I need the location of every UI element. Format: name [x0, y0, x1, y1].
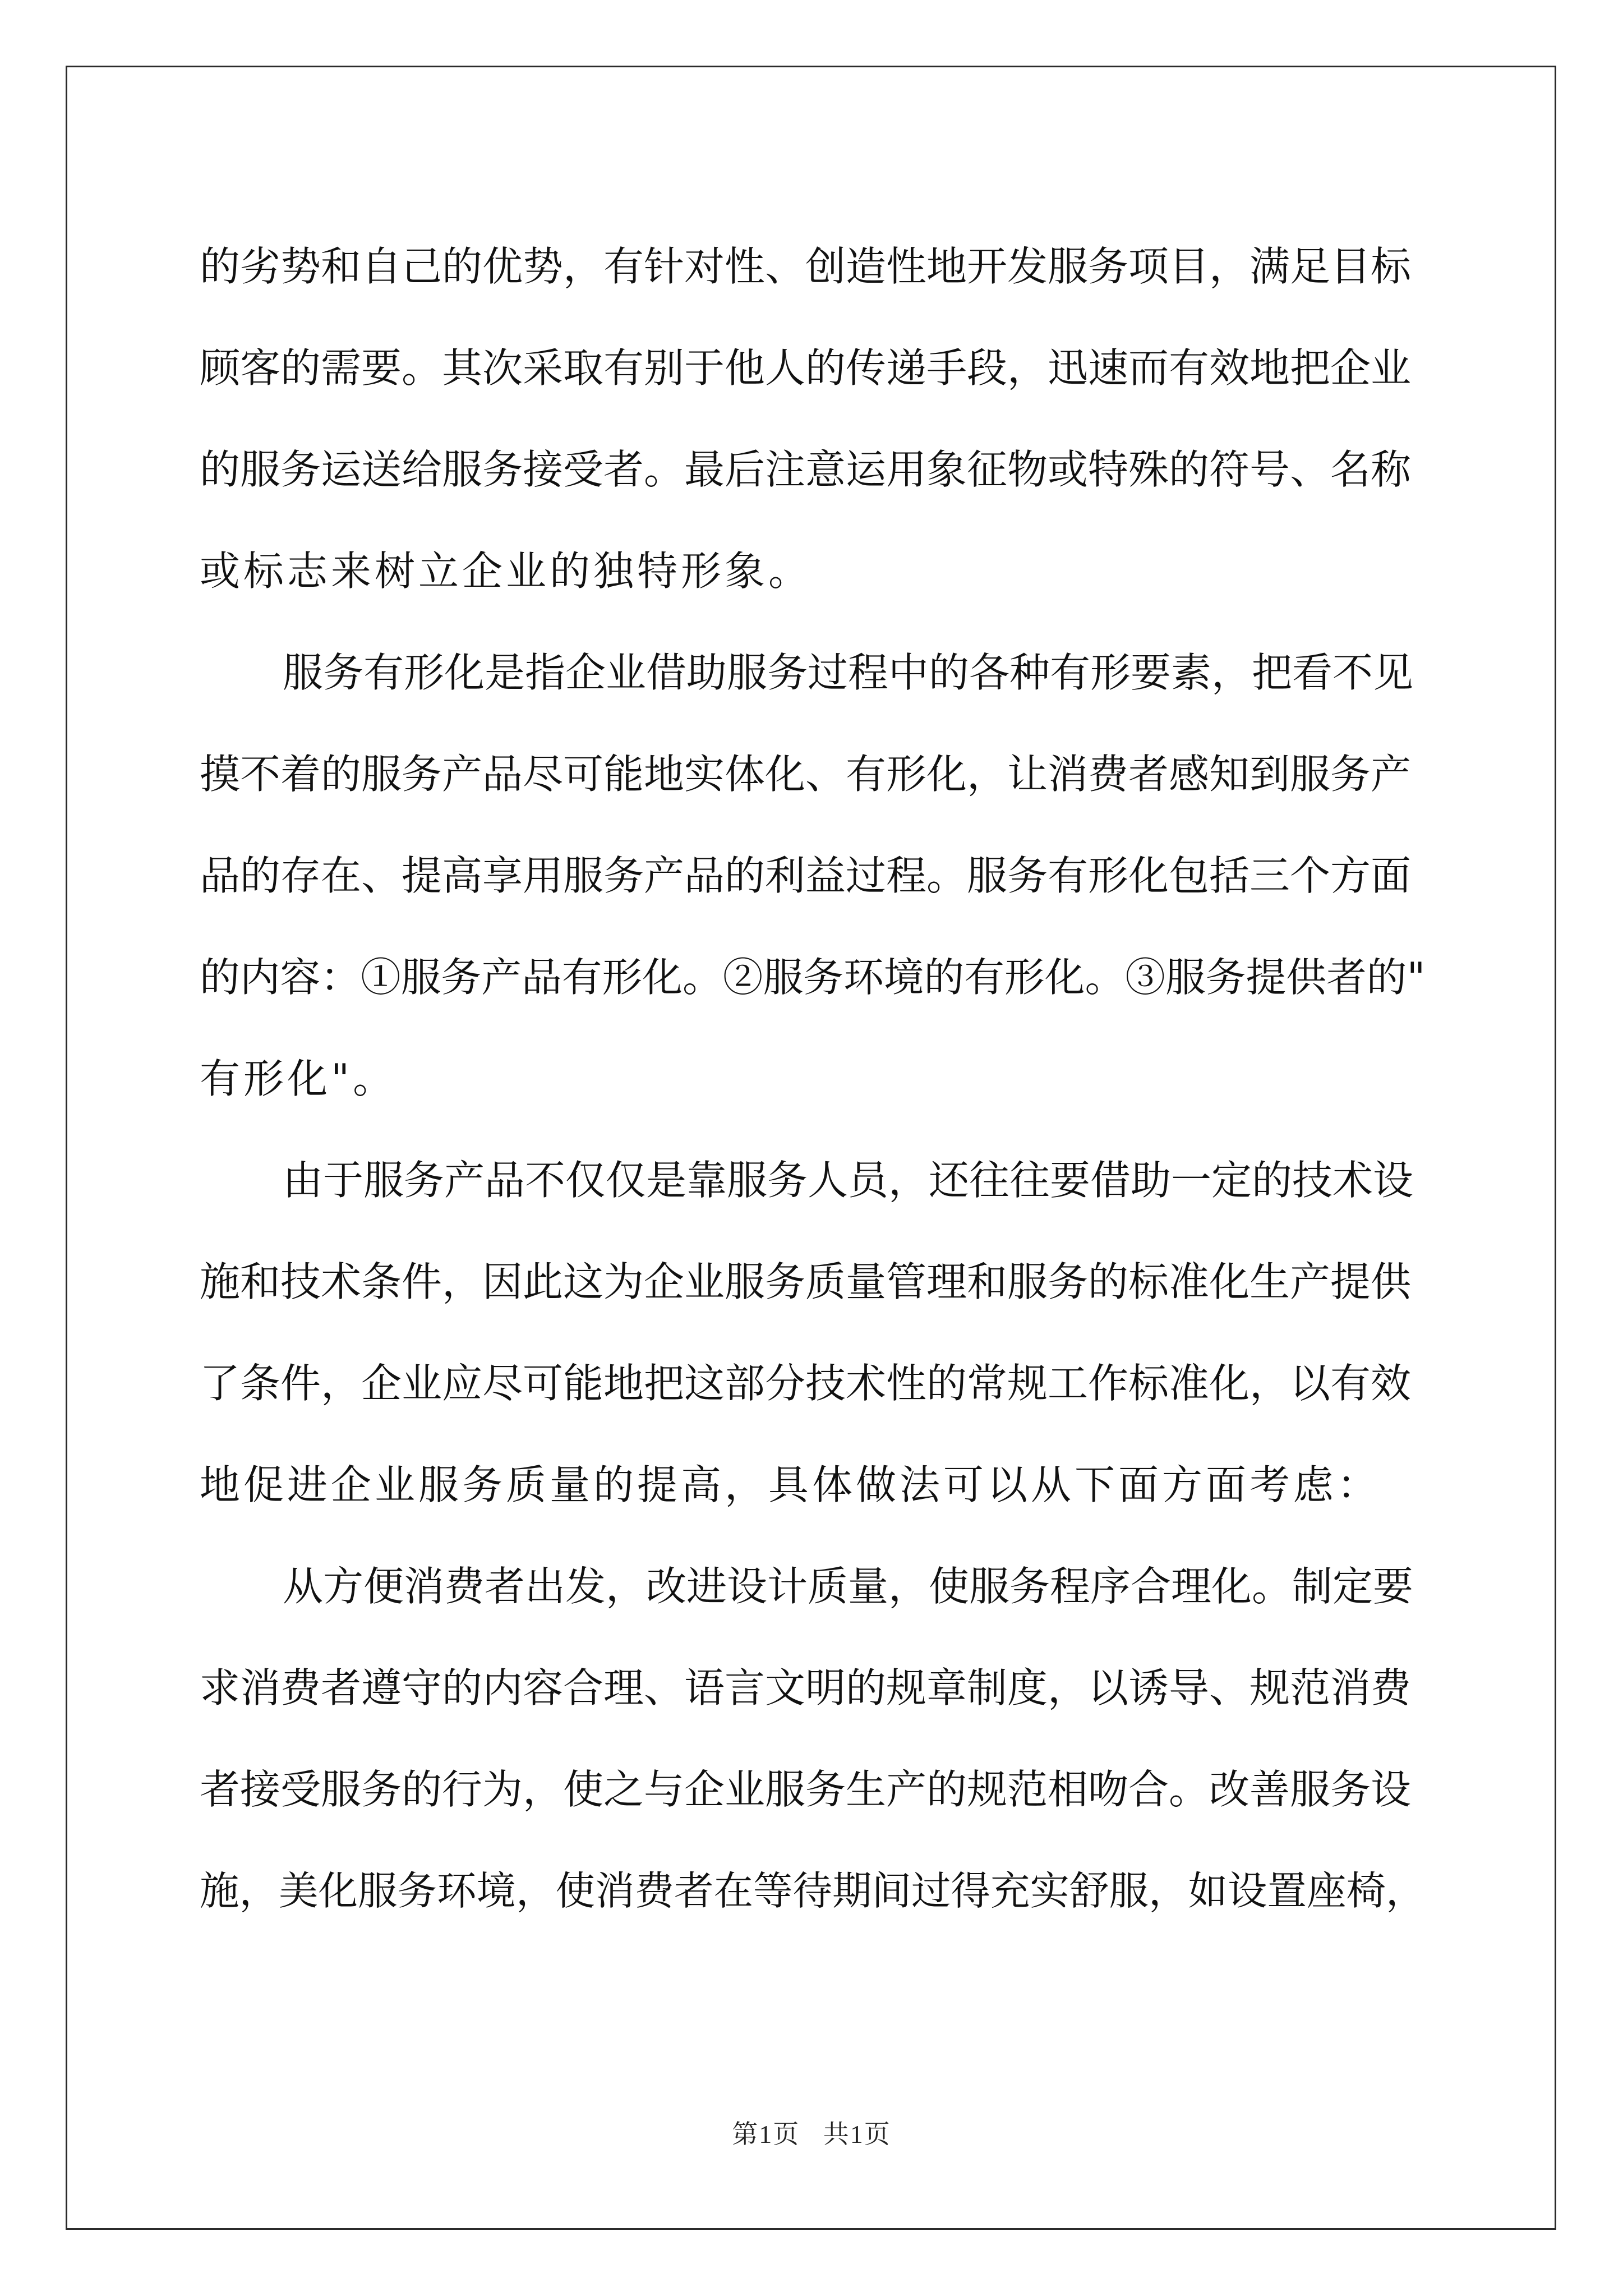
page-total: 共1页	[823, 2120, 891, 2148]
text-line: 由于服务产品不仅仅是靠服务人员，还往往要借助一定的技术设	[283, 1157, 1414, 1204]
text-line: 品的存在、提高享用服务产品的利益过程。服务有形化包括三个方面	[200, 852, 1412, 899]
text-line: 摸不着的服务产品尽可能地实体化、有形化，让消费者感知到服务产	[200, 751, 1412, 798]
text-line: 服务有形化是指企业借助服务过程中的各种有形要素，把看不见	[283, 649, 1414, 696]
text-line: 从方便消费者出发，改进设计质量，使服务程序合理化。制定要	[283, 1563, 1414, 1610]
text-line: 施和技术条件，因此这为企业服务质量管理和服务的标准化生产提供	[200, 1258, 1412, 1305]
document-body	[200, 216, 1426, 1942]
paragraph	[200, 1536, 1426, 1942]
paragraph	[200, 622, 1426, 1130]
text-line: 或标志来树立企业的独特形象。	[200, 547, 813, 595]
page-number: 第1页	[732, 2120, 800, 2148]
text-line: 地促进企业服务质量的提高，具体做法可以从下面方面考虑：	[200, 1461, 1381, 1508]
text-line: 者接受服务的行为，使之与企业服务生产的规范相吻合。改善服务设	[200, 1766, 1412, 1813]
text-line: 施，美化服务环境，使消费者在等待期间过得充实舒服，如设置座椅，	[200, 1868, 1426, 1914]
text-line: 求消费者遵守的内容合理、语言文明的规章制度，以诱导、规范消费	[200, 1664, 1412, 1711]
text-line: 了条件，企业应尽可能地把这部分技术性的常规工作标准化，以有效	[200, 1360, 1412, 1407]
text-line: 的内容：①服务产品有形化。②服务环境的有形化。③服务提供者的"	[200, 954, 1426, 1001]
page-footer	[0, 2114, 1623, 2151]
text-line: 有形化"。	[200, 1055, 397, 1102]
text-line: 顾客的需要。其次采取有别于他人的传递手段，迅速而有效地把企业	[200, 344, 1412, 392]
paragraph	[200, 1130, 1426, 1536]
text-line: 的服务运送给服务接受者。最后注意运用象征物或特殊的符号、名称	[200, 446, 1412, 493]
paragraph	[200, 216, 1426, 622]
text-line: 的劣势和自己的优势，有针对性、创造性地开发服务项目，满足目标	[200, 243, 1412, 290]
